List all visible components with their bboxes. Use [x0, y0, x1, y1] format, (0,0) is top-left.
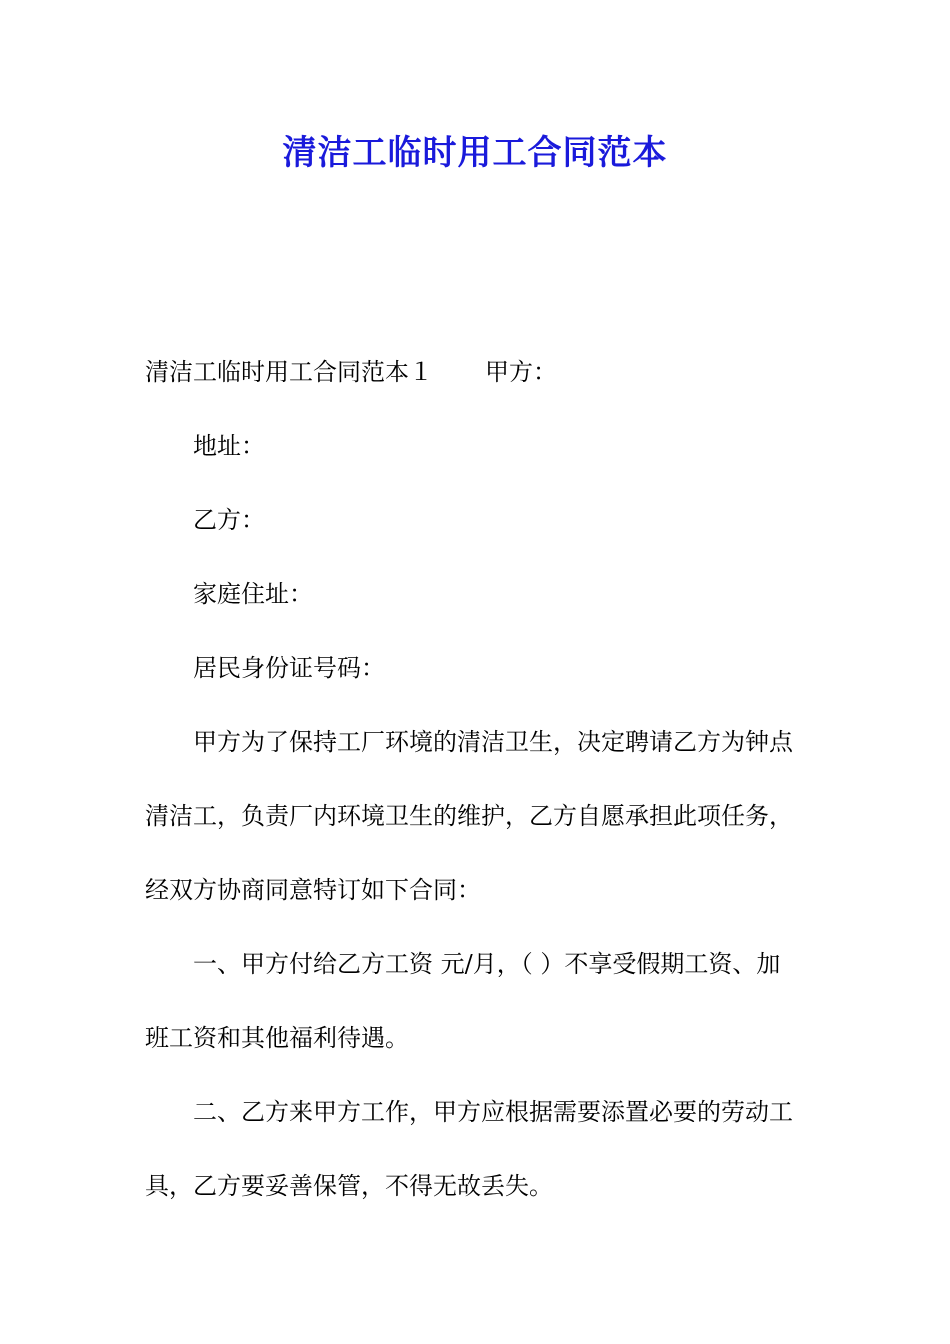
clause-2-line-2: 具，乙方要妥善保管，不得无故丢失。	[145, 1172, 553, 1200]
document-title: 清洁工临时用工合同范本	[282, 133, 668, 173]
clause-1-line-1: 一、甲方付给乙方工资 元/月，（ ）不享受假期工资、加	[193, 950, 781, 978]
contract-subtitle: 清洁工临时用工合同范本１	[145, 358, 433, 386]
clause-2-line-1: 二、乙方来甲方工作，甲方应根据需要添置必要的劳动工	[193, 1098, 793, 1126]
address-label: 地址：	[193, 432, 265, 460]
paragraph-1-line-1: 甲方为了保持工厂环境的清洁卫生，决定聘请乙方为钟点	[193, 728, 793, 756]
contract-heading-line	[145, 335, 810, 409]
party-b-label: 乙方：	[193, 506, 265, 534]
party-a-label: 甲方：	[485, 358, 557, 386]
paragraph-1-line-2: 清洁工，负责厂内环境卫生的维护，乙方自愿承担此项任务，	[145, 802, 793, 830]
document-body	[145, 335, 810, 1223]
paragraph-1-line-3: 经双方协商同意特订如下合同：	[145, 876, 481, 904]
id-number-label: 居民身份证号码：	[193, 654, 385, 682]
home-address-label: 家庭住址：	[193, 580, 313, 608]
clause-1-line-2: 班工资和其他福利待遇。	[145, 1024, 409, 1052]
